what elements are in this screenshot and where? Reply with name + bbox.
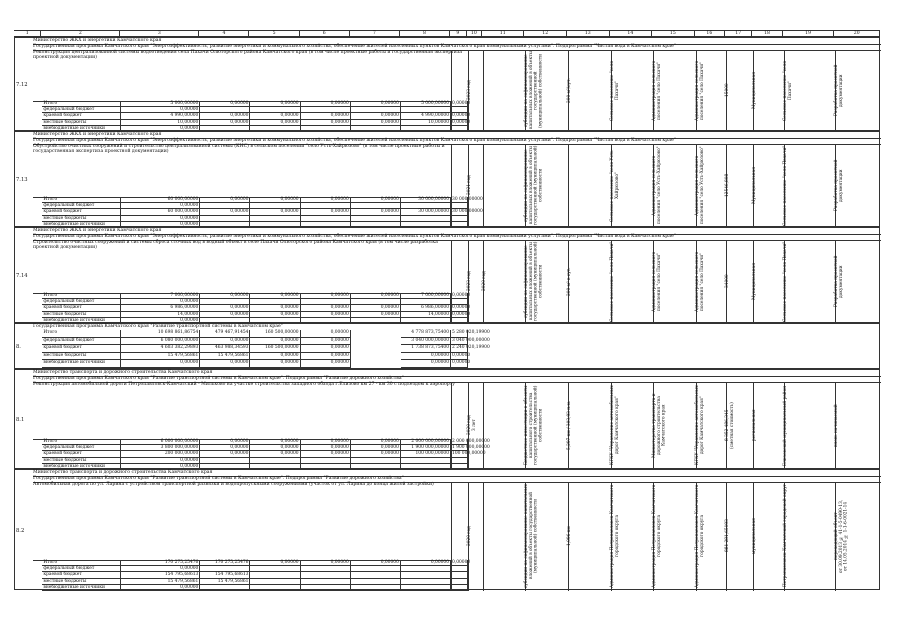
column-number-header: 14 — [610, 30, 653, 37]
finance-value: 0,00000 — [351, 451, 401, 457]
finance-value: 0,00000 — [200, 445, 250, 451]
finance-value: 2 240 020,19900 — [451, 345, 468, 353]
finance-value: 10,00000 — [401, 120, 451, 126]
finance-value: 6 000 000,00000 — [121, 439, 200, 445]
section-block — [14, 131, 880, 227]
vertical-cell-text: Разработка проектной документации — [834, 64, 845, 117]
finance-value: 0,00000 — [301, 445, 351, 451]
finance-value: 0,00000 — [301, 560, 351, 566]
finance-value: 1 900 000,00000 — [452, 445, 490, 451]
finance-value: 0,00000 — [452, 119, 471, 125]
vertical-cell-text: Муниципальная — [752, 167, 758, 204]
finance-value: 30 000,00000 — [452, 197, 483, 202]
object-title: Обустройство очистных сооружений и строительство централизованной системы (КНС) в сельском поселении "село Усть-Хайрюзово" (в том числе проектные работы и государственная экспертиза проектной документации) — [33, 144, 445, 155]
finance-value: 0,00000 — [121, 222, 200, 228]
finance-value: 60 000,00000 — [121, 197, 200, 203]
finance-value: 0,00000 — [452, 560, 471, 565]
finance-label: федеральный бюджет — [42, 338, 121, 346]
column-number-header: 8 — [400, 30, 450, 37]
document-table — [14, 30, 880, 590]
finance-value: 0,00000 — [250, 120, 300, 126]
vertical-cell-text: КГКУ "Управление автомобильных дорог Камчатского края" — [694, 385, 705, 466]
finance-value: 0,00000 — [351, 209, 401, 215]
vertical-cell-text: субсидии на софинансирование капитальных вложений в объекты государственной (муниципальной) собственности — [524, 241, 544, 322]
finance-value: 0,00000 — [301, 451, 351, 457]
section-block — [14, 227, 880, 323]
finance-value: 15 479,56861 — [200, 353, 250, 361]
finance-label: внебюджетные источники — [42, 585, 121, 591]
finance-value: 0,00000 — [301, 305, 351, 311]
finance-value: 0,00000 — [301, 360, 351, 368]
finance-value: 4 990,00000 — [121, 113, 200, 119]
column-number-header: 15 — [652, 30, 695, 37]
column-number-header: 6 — [300, 30, 350, 37]
vertical-cell-text: Сельское поселение "село Пахачи" — [782, 60, 793, 121]
finance-value: 0,00000 — [200, 360, 250, 368]
vertical-cell-text: Сельское поселение "село Пахачи" — [782, 241, 788, 322]
finance-value: 479 467,91454 — [200, 330, 250, 338]
vertical-cell-text: 881 281,65193 — [725, 519, 731, 553]
finance-label: местные бюджеты — [42, 353, 121, 361]
finance-label: Итого — [42, 197, 121, 203]
program-title: Государственная программа Камчатского края "Энергоэффективность, развитие энергетики и коммунального хозяйства, обеспечение жителей населенных пунктов Камчатского края коммунальными услугами". Подпрограмма "Чистая вода в Камчатском крае" — [33, 138, 676, 143]
finance-value: 0,00000 — [200, 101, 250, 107]
finance-value: 0,00000 — [401, 360, 451, 368]
finance-value — [250, 585, 300, 591]
section-block — [14, 37, 880, 131]
finance-value: 160 500,00000 — [250, 345, 300, 353]
section-number: 8.1 — [16, 417, 25, 423]
finance-value — [351, 585, 401, 591]
finance-value: 170 275,25476 — [121, 560, 200, 566]
vertical-cell-text: 2020 год 3 лет — [466, 415, 477, 436]
finance-value: 3 040 000,00000 — [451, 338, 468, 346]
column-number-header: 19 — [783, 30, 835, 37]
vertical-cell-text: субсидии на софинансирование капитальных вложений в объекты государственной (муниципальной) собственности — [524, 145, 544, 226]
finance-value: 0,00000 — [121, 216, 200, 222]
vertical-cell-text: 34000 — [725, 274, 731, 289]
finance-value: 5 280 020,19900 — [451, 330, 468, 338]
finance-value: 0,00000 — [250, 439, 300, 445]
finance-value: 0,00000 — [250, 209, 300, 215]
finance-value: 60 000,00000 — [121, 209, 200, 215]
section-block — [14, 323, 880, 369]
vertical-cell-text: Сельское поселение "село Пахачи" — [782, 145, 788, 226]
object-title: Автомобильная дорога по ул. Ларина с устройством транспортной развязки и водопропускными сооружениями (участок от ул. Ларина до конца жилой застройки) — [33, 482, 434, 487]
finance-value: 0,00000 — [351, 120, 401, 126]
finance-value: 0,00000 — [121, 107, 200, 113]
finance-value: 6 986,00000 — [121, 305, 200, 311]
finance-value: 0,00000 — [121, 203, 200, 209]
finance-value: 200 000,00000 — [121, 451, 200, 457]
finance-value: 0,00000 — [451, 360, 468, 368]
finance-value: 0,00000 — [301, 120, 351, 126]
vertical-cell-text: Администрация сельского поселения "село Усть-Хайрюзово" — [694, 146, 705, 225]
finance-value: 30 000,00000 — [401, 197, 451, 203]
finance-value — [301, 585, 351, 591]
vertical-cell-text: Администрация сельского поселения "село Пахачи" — [694, 60, 705, 121]
column-divider — [451, 482, 452, 591]
vertical-cell-text: Администрация Петропавловск-Камчатского городского округа — [652, 484, 662, 588]
finance-value: 0,00000 — [452, 311, 471, 317]
vertical-cell-text: 200 м³/сут. — [567, 78, 573, 103]
finance-value: 3 040 000,00000 — [401, 338, 451, 346]
finance-value: 0,00000 — [452, 293, 471, 298]
finance-value: 2 000 000,00000 — [452, 439, 490, 444]
finance-value: 0,00000 — [200, 209, 250, 215]
section-number: 7.14 — [16, 273, 28, 279]
vertical-cell-text: 1,096 км — [567, 526, 573, 546]
finance-value — [451, 585, 468, 591]
finance-value: 0,00000 — [250, 293, 300, 299]
section-number: 8.2 — [16, 527, 25, 534]
column-number-header: 13 — [567, 30, 610, 37]
finance-value: 0,00000 — [250, 451, 300, 457]
finance-label: краевой бюджет — [42, 209, 121, 215]
section-number: 7.13 — [16, 177, 28, 183]
finance-label: местные бюджеты — [42, 312, 121, 318]
vertical-cell-text: Разработка проектной документации — [834, 255, 845, 308]
column-number-header: 10 — [467, 30, 482, 37]
program-title: Государственная программа Камчатского края "Энергоэффективность, развитие энергетики и коммунального хозяйства, обеспечение жителей населенных пунктов Камчатского края коммунальными услугами". Подпрограмма "Чистая вода в Камчатском крае" — [33, 234, 676, 239]
finance-value: 0,00000 — [250, 113, 300, 119]
vertical-cell-text: муниципальная — [752, 518, 758, 554]
finance-value: 0,00000 — [401, 560, 451, 566]
ministry-title: Министерство транспорта и дорожного строительства Камчатского края — [33, 370, 213, 375]
vertical-cell-text: вновь начинаемый — [834, 404, 840, 447]
finance-value: 0,00000 — [250, 305, 300, 311]
finance-label: внебюджетные источники — [42, 464, 121, 470]
column-number-header: 17 — [725, 30, 752, 37]
program-title: Государственная программа Камчатского края "Развитие транспортной системы в Камчатском крае". Подпрограмма "Развитие дорожного хозяйства" — [33, 376, 404, 381]
finance-value: 0,00000 — [351, 197, 401, 203]
finance-value: 0,00000 — [351, 439, 401, 445]
finance-value: 0,00000 — [351, 101, 401, 107]
vertical-cell-text: Министерство транспорта и дорожного строительства Камчатского края — [652, 393, 667, 458]
finance-label: краевой бюджет — [42, 345, 121, 353]
finance-label: федеральный бюджет — [42, 203, 121, 209]
finance-value: 10 698 861,86754 — [121, 330, 200, 338]
finance-value: 0,00000 — [351, 113, 401, 119]
vertical-cell-text: Администрация Петропавловск-Камчатского городского округа — [609, 484, 620, 588]
vertical-cell-text: субсидии на софинансирование капитальных вложений в объекты государственной (муниципальной) собственности — [524, 484, 540, 588]
finance-value: 100 000,00000 — [401, 451, 451, 457]
finance-value: 0,00000 — [351, 293, 401, 299]
finance-value: 0,00000 — [452, 101, 471, 106]
finance-label: краевой бюджет — [42, 451, 121, 457]
column-number-header: 5 — [249, 30, 299, 37]
finance-value: 0,00000 — [452, 113, 471, 119]
finance-value: 0,00000 — [250, 445, 300, 451]
finance-value — [401, 585, 451, 591]
vertical-cell-text: Администрация Петропавловск-Камчатского городского округа — [694, 484, 705, 588]
finance-value: 0,00000 — [351, 312, 401, 318]
finance-label: Итого — [42, 101, 121, 107]
ministry-title: Министерство транспорта и дорожного строительства Камчатского края — [33, 470, 213, 475]
finance-label: краевой бюджет — [42, 305, 121, 311]
finance-value: 0,00000 — [351, 305, 401, 311]
finance-value: 3 800 000,00000 — [121, 445, 200, 451]
finance-value: 0,00000 — [121, 126, 200, 132]
finance-value — [200, 585, 250, 591]
column-number-header: 7 — [350, 30, 400, 37]
finance-label: внебюджетные источники — [42, 360, 121, 368]
finance-value: 0,00000 — [301, 345, 351, 353]
finance-value: 0,00000 — [200, 338, 250, 346]
finance-value: 0,00000 — [200, 197, 250, 203]
finance-value: 0,00000 — [250, 560, 300, 566]
finance-value: 0,00000 — [301, 353, 351, 361]
vertical-cell-text: Сельское поселение "село Пахачи" — [609, 60, 620, 121]
vertical-cell-text: Петропавловск-Камчатский городской округ — [782, 484, 788, 588]
column-number-header: 2 — [41, 30, 120, 37]
vertical-cell-text — [483, 483, 526, 589]
vertical-cell-text: 15000 — [725, 83, 731, 98]
column-divider — [451, 144, 452, 228]
section-block — [14, 469, 880, 590]
ministry-title: Министерство ЖКХ и энергетики Камчатского края — [33, 228, 162, 233]
finance-value: 0,00000 — [351, 560, 401, 566]
vertical-cell-text: переходящий объект от 30.09.2013 № 41-1-5-0490-13, от 14.05.2014 № 1-1-6-0021-14 — [834, 499, 849, 573]
ministry-title: Министерство ЖКХ и энергетики Камчатского края — [33, 132, 162, 137]
finance-value: 0,00000 — [301, 312, 351, 318]
column-divider — [451, 240, 452, 324]
finance-value: 0,00000 — [250, 338, 300, 346]
vertical-cell-text: 2020 год — [466, 526, 472, 546]
finance-value: 4 603 382,29893 — [121, 345, 200, 353]
finance-value: 0,00000 — [250, 197, 300, 203]
finance-label: внебюджетные источники — [42, 318, 121, 324]
finance-value: 0,00000 — [250, 353, 300, 361]
vertical-cell-text: Администрация сельского поселения "село Усть-Хайрюзово" — [652, 146, 662, 225]
section-number: 7.12 — [16, 82, 28, 88]
finance-value: 154 795,68613 — [200, 572, 250, 578]
finance-value: 15 479,56861 — [121, 353, 200, 361]
finance-label: Итого — [42, 439, 121, 445]
vertical-cell-text: Елизовский муниципальный район — [782, 385, 788, 466]
finance-label: Итого — [42, 330, 121, 338]
program-title: Государственная программа Камчатского края "Развитие транспортной системы в Камчатском крае". Подпрограмма "Развитие дорожного хозяйства" — [33, 476, 404, 481]
finance-value: 0,00000 — [301, 293, 351, 299]
finance-label: местные бюджеты — [42, 216, 121, 222]
finance-label: краевой бюджет — [42, 113, 121, 119]
finance-value: 1 900 000,00000 — [401, 445, 451, 451]
finance-value: 170 275,25476 — [200, 560, 250, 566]
vertical-cell-text: КГКУ "Управление автомобильных дорог Камчатского края" — [609, 385, 620, 466]
finance-value: 0,00000 — [200, 305, 250, 311]
finance-value: 0,00000 — [301, 330, 351, 338]
finance-value: 4 990,00000 — [401, 113, 451, 119]
finance-label: федеральный бюджет — [42, 445, 121, 451]
finance-value: 0,00000 — [301, 439, 351, 445]
finance-value: 14,00000 — [401, 312, 451, 318]
finance-value: 30 000,00000 — [452, 209, 483, 215]
column-number-header: 9 — [450, 30, 467, 37]
vertical-cell-text: 8 352 486,345 (сметная стоимость) — [725, 402, 735, 449]
column-number-header: 3 — [120, 30, 199, 37]
finance-value: 1 738 873,75400 — [401, 345, 451, 353]
finance-value: 0,00000 — [301, 209, 351, 215]
object-title: Реконструкция автомобильной дороги Петропавловск-Камчатский - Мильково на участке строительства западного обхода г.Елизово км 27 - км 30 с подъездом к аэропорту — [33, 382, 455, 387]
vertical-cell-text: 2021 год — [466, 175, 472, 196]
finance-value: 0,00000 — [121, 318, 200, 324]
finance-value: 0,00000 — [301, 338, 351, 346]
vertical-cell-text: Администрация сельского поселения "село Пахачи" — [652, 60, 662, 121]
finance-value: 0,00000 — [301, 113, 351, 119]
finance-value: 0,00000 — [121, 585, 200, 591]
object-title: Строительство очистных сооружений и системы сброса сточных вод в водный объект в селе Пахачи Олюторского района Камчатского края (в том числе разработка проектной документации) — [33, 240, 438, 251]
vertical-cell-text: Сельское поселение "село Пахачи" — [609, 241, 615, 322]
finance-value: 0,00000 — [452, 305, 471, 311]
finance-value: 15 479,56861 — [200, 579, 250, 585]
vertical-cell-text — [483, 145, 526, 226]
finance-value: 0,00000 — [200, 312, 250, 318]
finance-value: 154 795,68613 — [121, 572, 200, 578]
finance-label: федеральный бюджет — [42, 299, 121, 305]
finance-value: 10,00000 — [121, 120, 200, 126]
finance-value: 0,00000 — [200, 439, 250, 445]
finance-value: 15 479,56861 — [121, 579, 200, 585]
finance-value: 0,00000 — [200, 451, 250, 457]
finance-label: местные бюджеты — [42, 120, 121, 126]
finance-value: 0,00000 — [121, 566, 200, 572]
column-number-header: 16 — [695, 30, 725, 37]
section-number: 8. — [16, 344, 21, 350]
finance-value: 0,00000 — [301, 197, 351, 203]
finance-label: внебюджетные источники — [42, 126, 121, 132]
finance-value: 0,00000 — [200, 120, 250, 126]
program-title: Государственная программа Камчатского края "Энергоэффективность, развитие энергетики и коммунального хозяйства, обеспечение жителей населенных пунктов Камчатского края коммунальными услугами". Подпрограмма "Чистая вода в Камчатском крае" — [33, 44, 676, 49]
column-number-header: 11 — [482, 30, 525, 37]
program-title: Государственная программа Камчатского края "Развитие транспортной системы в Камчатском крае" — [33, 324, 283, 329]
finance-label: краевой бюджет — [42, 572, 121, 578]
vertical-cell-text: Администрация сельского поселения "село Пахачи" — [652, 251, 662, 312]
finance-value: 0,00000 — [121, 299, 200, 305]
finance-value: 7 000,00000 — [401, 293, 451, 299]
column-number-header: 20 — [834, 30, 880, 37]
finance-value: 0,00000 — [121, 360, 200, 368]
finance-value: 0,00000 — [121, 464, 200, 470]
vertical-cell-text: региональная — [752, 409, 758, 442]
vertical-cell-text: 12546,808 — [725, 173, 731, 198]
finance-value: 5 000,00000 — [121, 101, 200, 107]
finance-value: 100 000,00000 — [452, 451, 486, 457]
finance-value: 2 000 000,00000 — [401, 439, 451, 445]
finance-value: 0,00000 — [121, 458, 200, 464]
finance-value: 4 778 873,75400 — [401, 330, 451, 338]
finance-value: 0,00000 — [301, 101, 351, 107]
vertical-cell-text: Муниципальная — [752, 263, 758, 300]
finance-label: внебюджетные источники — [42, 222, 121, 228]
column-number-header: 4 — [199, 30, 249, 37]
finance-label: Итого — [42, 293, 121, 299]
finance-value: 0,00000 — [351, 445, 401, 451]
finance-label: федеральный бюджет — [42, 566, 121, 572]
finance-label: местные бюджеты — [42, 458, 121, 464]
vertical-cell-text — [568, 145, 611, 226]
column-number-header: 18 — [752, 30, 782, 37]
vertical-cell-text: 5,297 км / 303,93 п.м. — [567, 400, 573, 451]
vertical-cell-text — [483, 51, 526, 130]
vertical-cell-text: субсидии на софинансирование капитальных вложений в объекты государственной (муниципальной) собственности — [524, 51, 544, 130]
finance-value: 6 080 000,00000 — [121, 338, 200, 346]
vertical-cell-text: Сельское поселение "село Усть-Хайрюзово" — [609, 148, 620, 223]
vertical-cell-text: 200 м³ в сут. — [567, 267, 573, 296]
vertical-cell-text — [483, 383, 526, 468]
finance-value: 0,00000 — [200, 293, 250, 299]
section-block — [14, 369, 880, 469]
vertical-cell-text: Бюджетные инвестиции в объекты капитального строительства государственной (муниципальной) собственности — [524, 385, 544, 466]
finance-value: 6 986,00000 — [401, 305, 451, 311]
finance-value: 0,00000 — [200, 113, 250, 119]
vertical-cell-text: Муниципальная — [752, 72, 758, 109]
finance-value: 0,00000 — [250, 101, 300, 107]
ministry-title: Министерство ЖКХ и энергетики Камчатского края — [33, 38, 162, 43]
finance-label: местные бюджеты — [42, 579, 121, 585]
vertical-cell-text: 2023 год — [466, 271, 472, 292]
finance-label: Итого — [42, 560, 121, 566]
vertical-cell-text: Разработка проектной документации — [834, 159, 845, 212]
finance-value: 0,00000 — [250, 312, 300, 318]
finance-value: 0,00000 — [401, 353, 451, 361]
finance-value: 5 000,00000 — [401, 101, 451, 107]
vertical-cell-text: 2023 год — [466, 80, 472, 101]
column-number-header: 1 — [14, 30, 41, 37]
column-number-header: 12 — [524, 30, 567, 37]
column-divider — [451, 382, 452, 470]
finance-value: 0,00000 — [250, 360, 300, 368]
finance-value: 7 000,00000 — [121, 293, 200, 299]
finance-value: 160 500,00000 — [250, 330, 300, 338]
finance-value: 0,00000 — [451, 353, 468, 361]
object-title: Реконструкция централизованной системы водоотведения села Пахачи Олюторского района Камчатского края (в том числе проектные работы и государственная экспертиза проектной документации) — [33, 50, 463, 61]
vertical-cell-text: Администрация сельского поселения "село Пахачи" — [694, 251, 705, 312]
column-divider — [451, 50, 452, 132]
finance-value: 30 000,00000 — [401, 209, 451, 215]
finance-value: 14,00000 — [121, 312, 200, 318]
finance-value: 463 988,34593 — [200, 345, 250, 353]
vertical-cell-text: 2020 год — [481, 271, 487, 292]
finance-label: федеральный бюджет — [42, 107, 121, 113]
